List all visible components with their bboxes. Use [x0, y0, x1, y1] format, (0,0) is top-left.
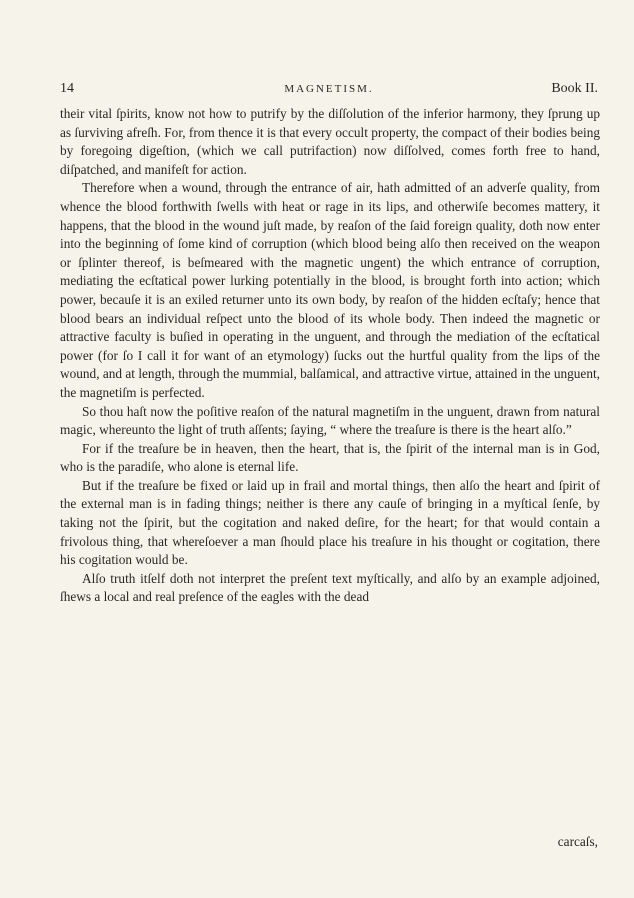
page-header	[60, 81, 598, 103]
running-title: MAGNETISM.	[284, 83, 374, 95]
paragraph: So thou haſt now the poſitive reaſon of the natural magnetiſm in the unguent, drawn from natural magic, whereunto the light of truth aſſents; ſaying, “ where the treaſure is there is the heart alſo.”	[60, 403, 600, 438]
paragraph: For if the treaſure be in heaven, then the heart, that is, the ſpirit of the internal man is in God, who is the paradiſe, who alone is eternal life.	[60, 440, 600, 475]
paragraph: Alſo truth itſelf doth not interpret the preſent text myſtically, and alſo by an example adjoined, ſhews a local and real preſence of the eagles with the dead	[60, 570, 600, 605]
paragraph: Therefore when a wound, through the entrance of air, hath admitted of an adverſe quality, from whence the blood forthwith ſwells with heat or rage in its lips, and otherwiſe becomes mattery, it happens, that the blood in the wound juſt made, by reaſon of the ſaid foreign quality, doth now enter into the beginning of ſome kind of corruption (which blood being alſo then received on the weapon or ſplinter thereof, is beſmeared with the magnetic ungent) the which entrance of corruption, mediating the ecſtatical power lurking potentially in the blood, is brought forth into action; which power, becauſe it is an exiled returner unto its own body, by reaſon of the hidden ecſtaſy; hence that blood bears an individual reſpect unto the blood of its whole body. Then indeed the magnetic or attractive faculty is buſied in operating in the unguent, and through the mediation of the ecſtatical power (for ſo I call it for want of an etymology) ſucks out the hurtful quality from the lips of the wound, and at length, through the mummial, balſamical, and attractive virtue, attained in the unguent, the magnetiſm is perfected.	[60, 180, 600, 400]
page-body	[60, 105, 600, 607]
paragraph: But if the treaſure be fixed or laid up in frail and mortal things, then alſo the heart and ſpirit of the external man is in fading things; neither is there any cauſe of bringing in a myſtical ſenſe, by taking not the ſpirit, but the cogitation and naked deſire, for the heart; for that would contain a frivolous thing, that whereſoever a man ſhould place his treaſure in his thought or cogitation, there his cogitation would be.	[60, 477, 600, 568]
paragraph: their vital ſpirits, know not how to putrify by the diſſolution of the inferior harmony, they ſprung up as ſurviving afreſh. For, from thence it is that every occult property, the compact of their bodies being by foregoing digeſtion, (which we call putrifaction) now diſſolved, comes forth free to hand, diſpatched, and manifeſt for action.	[60, 106, 600, 177]
book-label: Book II.	[551, 81, 598, 96]
page-number: 14	[60, 81, 74, 96]
catchword: carcaſs,	[557, 834, 598, 849]
